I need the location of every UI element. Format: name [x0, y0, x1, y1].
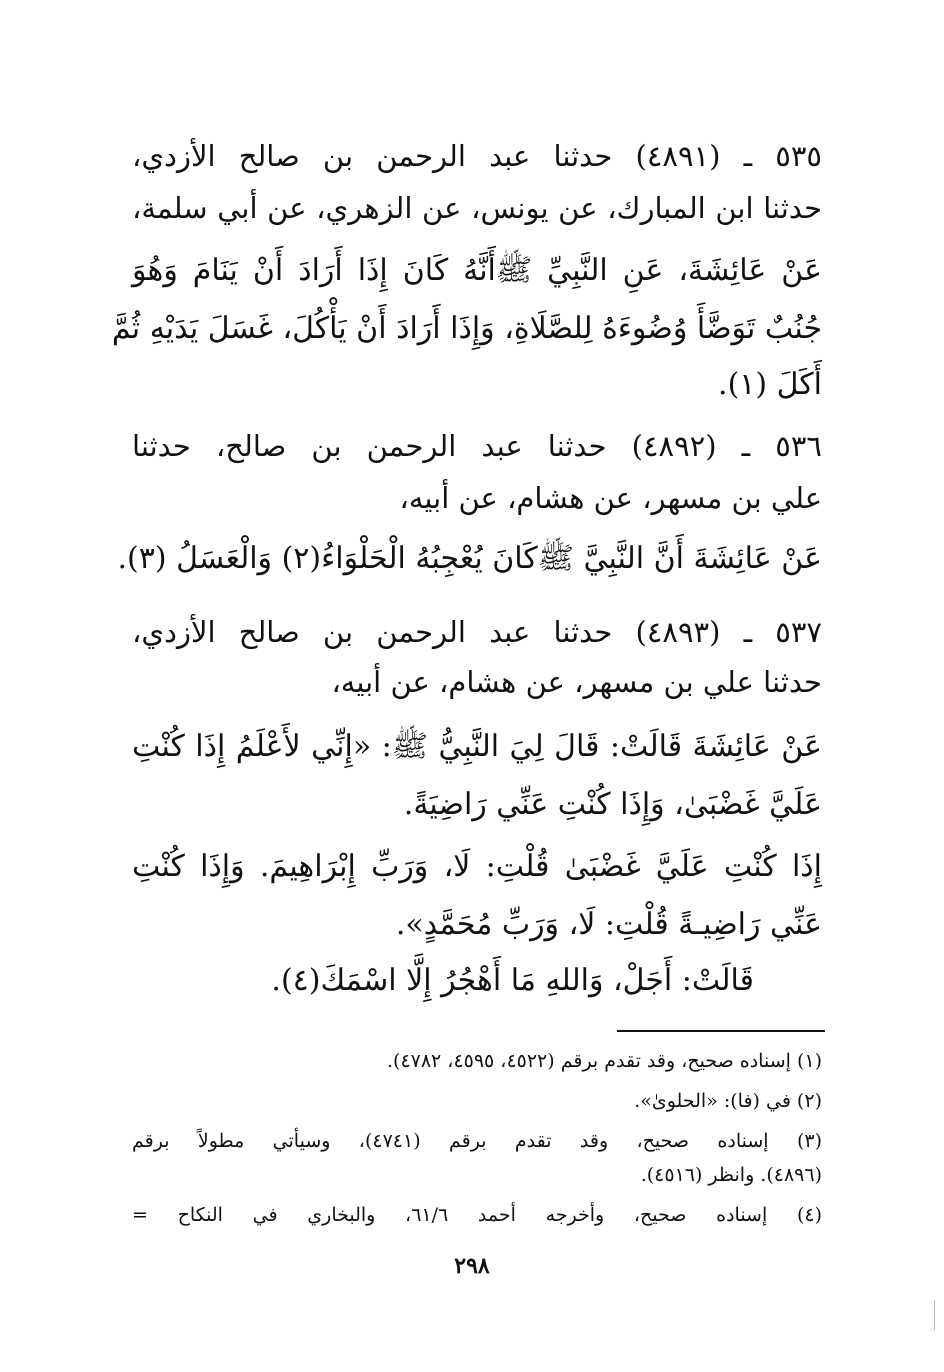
footnote-separator: [617, 1030, 825, 1032]
hadith-535-matn-line-1: عَنْ عَائِشَةَ، عَنِ النَّبِيِّ ﷺأَنَّهُ كَانَ إِذَا أَرَادَ أَنْ يَنَامَ وَهُوَ: [132, 253, 822, 288]
hadith-537-matn-2-line-2: عَنِّي رَاضِيـةً قُلْتِ: لَا، وَرَبِّ مُحَمَّدٍ».: [395, 907, 822, 942]
hadith-536-isnad-line-2: علي بن مسهر، عن هشام، عن أبيه،: [399, 481, 822, 515]
footnote-1: (١) إسناده صحيح، وقد تقدم برقم (٤٥٢٢، ٤٥٩٥، ٤٧٨٢).: [386, 1050, 822, 1072]
hadith-535-isnad-line-2: حدثنا ابن المبارك، عن يونس، عن الزهري، عن أبي سلمة،: [132, 191, 822, 225]
hadith-535-isnad-line-1: ٥٣٥ ـ (٤٨٩١) حدثنا عبد الرحمن بن صالح الأزدي،: [132, 139, 823, 173]
hadith-537-isnad-line-1: ٥٣٧ ـ (٤٨٩٣) حدثنا عبد الرحمن بن صالح الأزدي،: [132, 615, 823, 649]
footnote-2: (٢) في (فا): «الحلوىٰ».: [634, 1090, 822, 1112]
hadith-535-matn-line-3: أَكَلَ (١).: [718, 367, 822, 402]
footnote-3-line-2: (٤٨٩٦). وانظر (٤٥١٦).: [640, 1164, 822, 1186]
hadith-537-matn-3-line-1: قَالَتْ: أَجَلْ، وَاللهِ مَا أَهْجُرُ إِلَّا اسْمَكَ(٤).: [271, 963, 754, 998]
hadith-537-isnad-line-2: حدثنا علي بن مسهر، عن هشام، عن أبيه،: [331, 665, 822, 699]
hadith-536-matn-line-1: عَنْ عَائِشَةَ أَنَّ النَّبِيَّ ﷺكَانَ يُعْجِبُهُ الْحَلْوَاءُ(٢) وَالْعَسَلُ (٣).: [117, 541, 822, 576]
hadith-535-matn-line-2: جُنُبٌ تَوَضَّأَ وُضُوءَهُ لِلصَّلَاةِ، وَإِذَا أَرَادَ أَنْ يَأْكُلَ، غَسَلَ يَدَيْهِ ثُمَّ: [111, 311, 822, 346]
hadith-537-matn-1-line-1: عَنْ عَائِشَةَ قَالَتْ: قَالَ لِيَ النَّبِيُّ ﷺ: «إِنِّي لأَعْلَمُ إِذَا كُنْتِ: [132, 729, 822, 764]
hadith-537-matn-2-line-1: إِذَا كُنْتِ عَلَيَّ غَضْبَىٰ قُلْتِ: لَا، وَرَبِّ إِبْرَاهِيمَ. وَإِذَا كُنْتِ: [132, 849, 822, 884]
page-edge-mark: [934, 1300, 943, 1330]
hadith-536-isnad-line-1: ٥٣٦ ـ (٤٨٩٢) حدثنا عبد الرحمن بن صالح، حدثنا: [132, 429, 822, 463]
hadith-537-matn-1-line-2: عَلَيَّ غَضْبَىٰ، وَإِذَا كُنْتِ عَنِّي رَاضِيَةً.: [403, 787, 822, 822]
footnote-4: (٤) إسناده صحيح، وأخرجه أحمد ٦١/٦، والبخاري في النكاح =: [132, 1204, 823, 1226]
footnote-3-line-1: (٣) إسناده صحيح، وقد تقدم برقم (٤٧٤١)، وسيأتي مطولاً برقم: [132, 1130, 822, 1152]
page-number: ٢٩٨: [454, 1253, 490, 1279]
